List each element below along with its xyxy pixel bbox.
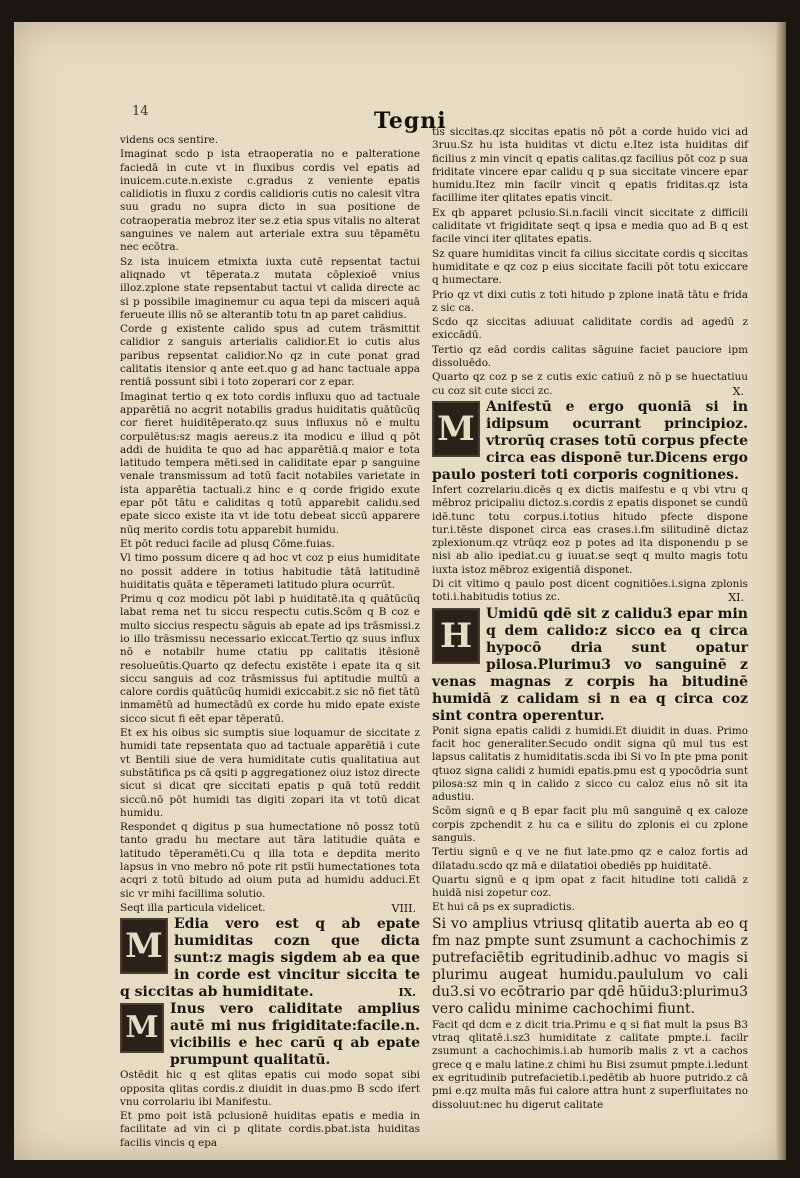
left-paragraph: Imaginat tertio q ex toto cordis influxu quo ad tactuale apparētiā no acgrit notabilis gradus huiditatis quātūcūq cor fieret huiditēperato.qz suus influxus nō e multu corpulētus:sz magis aereus.z ita modicu e illud q pōt addi de huidita te quo ad hac apparētiā.q maior e tota latitudo tempera mēti.sed in caliditate epar p sanguine venale transmissum ad totū facit notabiles varietate in ista apparētia tactuali.z hinc e q corde frigido exute epar pōt tātu e caliditas q totū apparebit calidu.sed epate sicco existe ita vt ide totu debeat siccū apparere nūq merito cordis totu apparebit humidu. bbox=[120, 390, 420, 536]
decorated-initial: M bbox=[120, 1003, 164, 1053]
right-paragraph: Et hui cā ps ex supradictis. bbox=[432, 901, 575, 914]
chapter-number: IX. bbox=[398, 986, 416, 1000]
right-column bbox=[432, 126, 748, 1113]
running-header: Tegni bbox=[374, 108, 447, 134]
book-page bbox=[14, 22, 786, 1160]
text-block bbox=[432, 399, 748, 484]
text-block bbox=[120, 1001, 420, 1069]
text-block bbox=[432, 606, 748, 725]
right-paragraph: Quartu signū e q ipm opat z facit hitudine toti calidā z huidā nisi zopetur coz. bbox=[432, 873, 748, 900]
right-paragraph: Prio qz vt dixi cutis z toti hitudo p zplone inatā tātu e frida z sic ca. bbox=[432, 288, 748, 314]
decorated-initial: H bbox=[432, 608, 480, 664]
left-paragraph: Primu q coz modicu pōt labi p huiditatē.ita q quātūcūq labat rema net tu siccu respectu cutis.Scōm q B coz e multo siccius respectu sāguis ab epate ad ips trāsmissi.z io illo trāsmissu necessario exiccat.Tertio qz suus influx nō e notabilr hume ctatiu pp calitatis itēsionē resolueūtis.Quarto qz defectu existēte i epate ita q sit siccu sanguis ad coz trāsmissus fui aptitudie multū a calore cordis quātūcūq humidi exiccabit.z sic nō fiet tātū inmamētū ad humectādū ex corde hu mido epate existe sicco sicut fi eēt epar tēperatū. bbox=[120, 593, 420, 725]
right-paragraph: tis siccitas.qz siccitas epatis nō pōt a corde huido vici ad 3ruu.Sz hu ista huiditas vt dictu e.Itez ista huiditas dif ficilius z min vincit q epatis calitas.qz facilius pōt coz p sua friditate vincere epar calidu q p sua siccitate vincere epar humidu.Itez min facilr vincit q epatis friditas.qz ista facillime iter qlitates epatis vincit. bbox=[432, 126, 748, 205]
block-text: Umidū qdē sit z calidu3 epar min q dem calido:z sicco ea q circa hypocō dria sunt opatur pilosa.Plurimu3 vo sanguinē z venas magnas z corpis ha bitudinē humidā z calidam si n ea q circa coz sint contra operentur. bbox=[432, 605, 748, 724]
right-paragraph: Facit qd dcm e z dicit tria.Primu e q si fiat mult la psus B3 vtraq qlitatē.i.sz3 humiditate z calitate pmpte.i. facilr zsumunt a cachochimis.i.ab humorib malis z vt a cachos grece q e malu latine.z chimi hu Bisi zsumut pmpte.i.ledunt ex egritudinib putrefacietib.i.pedētib ab huore putrido.z cā pmi e.qz multa mās fui calore attra hunt z superfluitates no dissoluut:nec hu digerut calitate bbox=[432, 1018, 748, 1111]
folio-number: 14 bbox=[132, 104, 149, 119]
chapter-number: VIII. bbox=[391, 901, 416, 915]
right-paragraph: Tertio qz eād cordis calitas sāguine faciet pauciore ipm dissoluēdo. bbox=[432, 343, 748, 370]
right-paragraph: Scdo qz siccitas adiuuat caliditate cordis ad agedū z exiccādū. bbox=[432, 316, 748, 342]
chapter-number: XI. bbox=[728, 591, 744, 605]
left-paragraph: Imaginat scdo p ista etraoperatia no e palteratione faciedā in cute vt in fluxibus cordis vel epatis ad inuicem.cute.n.existe c.gradus z veniente epatis calidiotis in fluxu z cordis calidioris cutis no calesit vltra suu gradu no supra dicto in sua positione de cotraoperatia mebroz iter se.z etia spus vitalis no alterat sanguines ve nalem aut arteriale extra suu tēpamētu nec ecōtra. bbox=[120, 148, 420, 254]
right-paragraph: Sz quare humiditas vincit fa cilius siccitate cordis q siccitas humiditate e qz coz p eius siccitate facili pōt totu exiccare q humectare. bbox=[432, 247, 748, 287]
block-text: Anifestū e ergo quoniā si in idipsum ocurrant principioz. vtrorūq crases totū corpus pfecte circa eas disponē tur.Dicens ergo paulo posteri toti corporis cognitiones. bbox=[432, 398, 748, 483]
left-paragraph: Sz ista inuicem etmixta iuxta cutē repsentat tactui aliqnado vt tēperata.z mutata cōplexioē vnius illoz.zplone state repsentabut tactui vt calida directe ac si p possibile imaginemur cu aqua tepi da misceri aquā ferueute illis nō se alterantib totu tn ap paret calidius. bbox=[120, 255, 420, 321]
block-text: Inus vero caliditate amplius autē mi nus frigiditate:facile.n. vicibilis e hec carū q ab epate prumpunt qualitatū. bbox=[170, 1001, 420, 1069]
left-paragraph: Seqt illa particula videlicet. VIII. bbox=[120, 901, 416, 915]
right-paragraph: Ponit signa epatis calidi z humidi.Et diuidit in duas. Primo facit hoc generaliter.Secudo ondit signa qū mul tus est lapsus calitatis z humiditatis.scda ibi Si vo In pte pma ponit qtuoz signa calidi z humidi epatis.pmu est q ypocōdria sunt pilosa:sz min q in calido z sicco cu caloz eius nō sit ita adustiu. bbox=[432, 724, 748, 804]
right-paragraph: Quarto qz coz p se z cutis exic catiuū z nō p se huectatiuu cu coz sit cute sicci zc. X. bbox=[432, 371, 748, 398]
left-paragraph: Et pōt reduci facile ad plusq Cōme.fuias. bbox=[120, 537, 335, 550]
page-gutter bbox=[776, 22, 786, 1160]
text-block bbox=[120, 916, 420, 1001]
right-paragraph: Scōm signū e q B epar facit plu mū sanguinē q ex caloze corpis zpchendit z hu ca e silitu do zplonis ei cu zplone sanguis. bbox=[432, 805, 748, 844]
right-paragraph: Ex qb apparet pclusio.Si.n.facili vincit siccitate z difficili caliditate vt frigiditate seqt q ipsa e media quo ad B q est facile vinci iter qlitates epatis. bbox=[432, 206, 748, 246]
right-paragraph: Tertiu signū e q ve ne fiut late.pmo qz e caloz fortis ad dilatadu.scdo qz mā e dilatatioi obediēs pp huiditatē. bbox=[432, 846, 748, 872]
left-paragraph: Ostēdit hic q est qlitas epatis cui modo sopat sibi opposita qlitas cordis.z diuidit in duas.pmo B scdo ifert vnu corrolariu ibi Manifestu. bbox=[120, 1069, 420, 1108]
block-text: Edia vero est q ab epate humiditas cozn que dicta sunt:z magis sigdem ab ea que in corde est vincitur siccita te q siccitas ab humiditate. bbox=[120, 916, 420, 1001]
chapter-number: X. bbox=[732, 384, 744, 398]
left-paragraph: videns ocs sentire. bbox=[120, 134, 219, 146]
decorated-initial: M bbox=[432, 401, 480, 457]
left-paragraph: Respondet q digitus p sua humectatione nō possz totū tanto gradu hu mectare aut tāra latitudie quāta e latitudo tēperamēti.Cu q illa tota e depdita merito lapsus in vno mebro nō pote rit pstīi humectationes tota acqri z totū bitudo ad oium puta ad humidu adduci.Et sic vr mihi facillima solutio. bbox=[120, 821, 420, 900]
left-paragraph: Et ex his oibus sic sumptis siue loquamur de siccitate z humidi tate repsentata quo ad tactuale apparētiā i cute vt Bentili siue de vera humiditate cutis qualitatiua aut substātifica ps cā qsiti p aggregationez oiuz istoz directe sicut si dicat qre siccitati epatis p quā totū reddit siccū.nō pōt humidi tas digiti zopari ita vt totū dicat humidu. bbox=[120, 727, 420, 819]
right-paragraph: Infert cozrelariu.dicēs q ex dictis maifestu e q vbi vtru q mēbroz pricipaliu dictoz.s.cordis z epatis disponet se cundū idē.tunc totu corpus.i.totius hitudo pfecte dispone tur.i.tēste disponet circa eas crases.i.fm silitudinē dictaz zplexionum.qz vtrūqz eoz p potes ad ita disponendu p se nisi ab alio ipediat.cu g iuuat.se seqt q multo magis totu iuxta istoz mēbroz exigentiā disponet. bbox=[432, 483, 748, 576]
left-paragraph: Et pmo poit istā pclusionē huiditas epatis e media in facilitate ad vin ci p qlitate cordis.pbat.ista huiditas facilis vincis q epa bbox=[120, 1110, 420, 1149]
decorated-initial: M bbox=[120, 918, 168, 974]
left-paragraph: Corde g existente calido spus ad cutem trāsmittit calidior z sanguis arterialis calidior.Et io cutis alus paribus repsentat calidior.No qz in cute ponat grad calitatis itensior q ante eet.quo g ad hanc tactuale appa rentiā possunt sibi i toto zoperari cor z epar. bbox=[120, 323, 420, 389]
right-paragraph: Si vo amplius vtriusq qlitatib auerta ab eo q fm naz pmpte sunt zsumunt a cachochimis z putrefaciētib egritudinib.adhuc vo magis si plurimu augeat humidu.paululum vo cali du3.si vo ecōtrario par qdē hūidu3:plurimu3 vero calidu minime cachochimi fiunt. bbox=[432, 915, 748, 1017]
left-paragraph: Vl timo possum dicere q ad hoc vt coz p eius humiditate no possit addere in totius habitudie tātā latitudinē huiditatis quāta e tēperameti latitudo plura ocurrūt. bbox=[120, 552, 420, 591]
left-column bbox=[120, 134, 420, 1151]
right-paragraph: Di cit vltimo q paulo post dicent cognitiōes.i.signa zplonis toti.i.habitudis totius zc. XI. bbox=[432, 578, 748, 605]
